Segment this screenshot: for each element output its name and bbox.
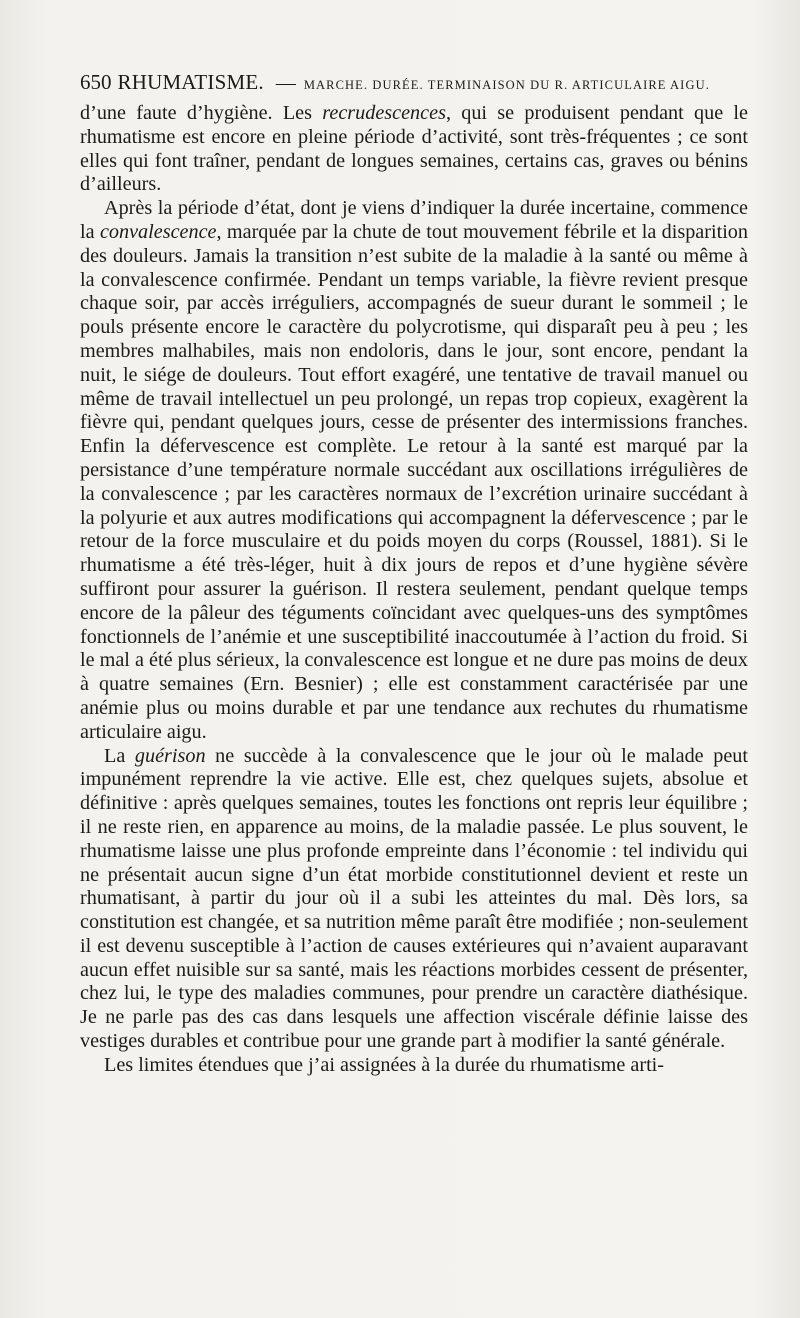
text-run: , qui se produisent pendant que le rhumatisme est encore en pleine période d’activité, sont très-fréquentes ; ce sont elles qui font traîner, pendant de longues semaines, certains cas, graves ou bénins d’ailleurs. <box>80 102 748 196</box>
text-run: , marquée par la chute de tout mouvement fébrile et la disparition des douleurs. Jamais la transition n’est subite de la maladie à la santé ou même à la convalescence confirmée. Pendant un temps variable, la fièvre revient presque chaque soir, par accès irréguliers, accompagnés de sueur durant le sommeil ; le pouls présente encore le caractère du polycrotisme, qui disparaît peu à peu ; les membres malhabiles, mais non endoloris, dans le jour, sont encore, pendant la nuit, le siége de douleurs. Tout effort exagéré, une tentative de travail manuel ou même de travail intellectuel un peu prolongé, un repas trop copieux, exagèrent la fièvre qui, pendant quelques jours, cesse de présenter des intermissions franches. Enfin la défervescence est complète. Le retour à la santé est marqué par la persistance d’une température normale succédant aux oscillations irrégulières de la convalescence ; par les caractères normaux de l’excrétion urinaire succédant à la polyurie et aux autres modifications qui accompagnent la défervescence ; par le retour de la force musculaire et du poids moyen du corps (Roussel, 1881). Si le rhumatisme a été très-léger, huit à dix jours de repos et d’une hygiène sévère suffiront pour assurer la guérison. Il restera seulement, pendant quelque temps encore de la pâleur des téguments coïncidant avec quelques-uns des symptômes fonctionnels de l’anémie et une susceptibilité inaccoutumée à l’action du froid. Si le mal a été plus sérieux, la convalescence est longue et ne dure pas moins de deux à quatre semaines (Ern. Besnier) ; elle est constamment caractérisée par une anémie plus ou moins durable et par une tendance aux rechutes du rhumatisme articulaire aigu. <box>80 220 748 743</box>
text-run: Après la période d’état, dont je viens d’indiquer la durée incertaine, commence la <box>80 197 748 243</box>
italic-term: guérison <box>134 744 206 767</box>
text-run: ne succède à la convalescence que le jour où le malade peut impunément reprendre la vie active. Elle est, chez quelques sujets, absolue et définitive : après quelques semaines, toutes les fonctions ont repris leur équilibre ; il ne reste rien, en apparence au moins, de la maladie passée. Le plus souvent, le rhumatisme laisse une plus profonde empreinte dans l’économie : tel individu qui ne présentait aucun signe d’un état morbide constitutionnel devient et reste un rhumatisant, à partir du jour où il a subi les atteintes du mal. Dès lors, sa constitution est changée, et sa nutrition même paraît être modifiée ; non-seulement il est devenu susceptible à l’action de causes extérieures qui n’avaient auparavant aucun effet nuisible sur sa santé, mais les réactions morbides cessent de présenter, chez lui, le type des maladies communes, pour prendre un caractère diathésique. Je ne parle pas des cas dans lesquels une affection viscérale définie laisse des vestiges durables et contribue pour une grande part à modifier la santé générale. <box>80 744 748 1053</box>
running-title: RHUMATISME. <box>117 70 264 94</box>
header-separator: — <box>275 72 296 94</box>
text-run: Les limites étendues que j’ai assignées à la durée du rhumatisme arti- <box>104 1053 665 1076</box>
italic-term: recrudescences <box>322 102 446 124</box>
running-header <box>80 70 748 96</box>
text-run: d’une faute d’hygiène. Les <box>80 102 323 124</box>
italic-term: convalescence <box>99 220 217 243</box>
header-subtitle: MARCHE. DURÉE. TERMINAISON DU R. ARTICULAIRE AIGU. <box>303 78 710 92</box>
body-text <box>80 102 748 1078</box>
page-number: 650 <box>80 70 112 94</box>
paragraph <box>80 197 748 744</box>
text-run: La <box>104 744 135 767</box>
paragraph <box>80 102 748 197</box>
paragraph <box>80 1054 748 1078</box>
paragraph <box>80 745 748 1054</box>
